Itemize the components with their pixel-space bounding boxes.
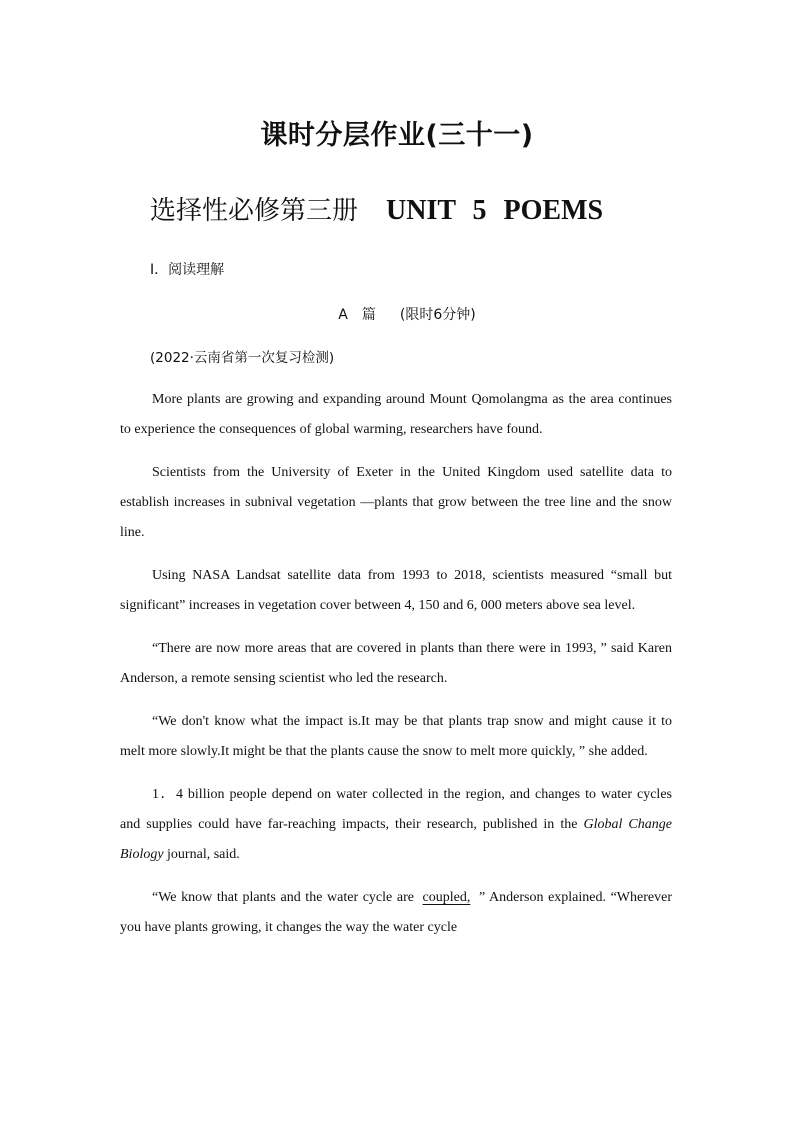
paragraph: Scientists from the University of Exeter in the United Kingdom used satellite data to establish increases in subnival vegetation —plants that grow between the tree line and the snow line.: [120, 465, 672, 540]
paragraph: More plants are growing and expanding around Mount Qomolangma as the area continues to experience the consequences of global warming, researchers have found.: [120, 392, 672, 437]
passage-label: A 篇: [338, 307, 376, 323]
journal-name: Global Change Biology: [120, 817, 672, 862]
section-heading: Ⅰ．阅读理解: [150, 262, 225, 278]
passage-source: (2022·云南省第一次复习检测): [150, 350, 335, 366]
page-title: 课时分层作业(三十一): [260, 120, 534, 151]
paragraph-text: ” Anderson explained. “Wherever you have plants growing, it changes the way the water cycle: [120, 890, 672, 935]
passage-body: [120, 385, 672, 956]
subtitle-book: 选择性必修第三册: [150, 196, 359, 226]
paragraph: Using NASA Landsat satellite data from 1993 to 2018, scientists measured “small but significant” increases in vegetation cover between 4, 150 and 6, 000 meters above sea level.: [120, 568, 672, 613]
paragraph: [120, 883, 672, 943]
unit-subtitle: [150, 190, 603, 227]
passage-heading: [0, 304, 794, 324]
underlined-word: coupled,: [422, 890, 471, 905]
paragraph: [120, 780, 672, 870]
subtitle-unit: UNIT 5 POEMS: [386, 195, 604, 226]
paragraph: “We don't know what the impact is.It may be that plants trap snow and might cause it to melt more slowly.It might be that the plants cause the snow to melt more quickly, ” she added.: [120, 714, 672, 759]
paragraph: “There are now more areas that are covered in plants than there were in 1993, ” said Karen Anderson, a remote sensing scientist who led the research.: [120, 641, 672, 686]
time-limit: (限时6分钟): [399, 307, 476, 323]
paragraph-text: journal, said.: [163, 847, 240, 862]
paragraph-text: “We know that plants and the water cycle are: [152, 890, 419, 905]
paragraph-text: 1．4 billion people depend on water collected in the region, and changes to water cycles and supplies could have far-reaching impacts, their research, published in the: [120, 787, 672, 832]
